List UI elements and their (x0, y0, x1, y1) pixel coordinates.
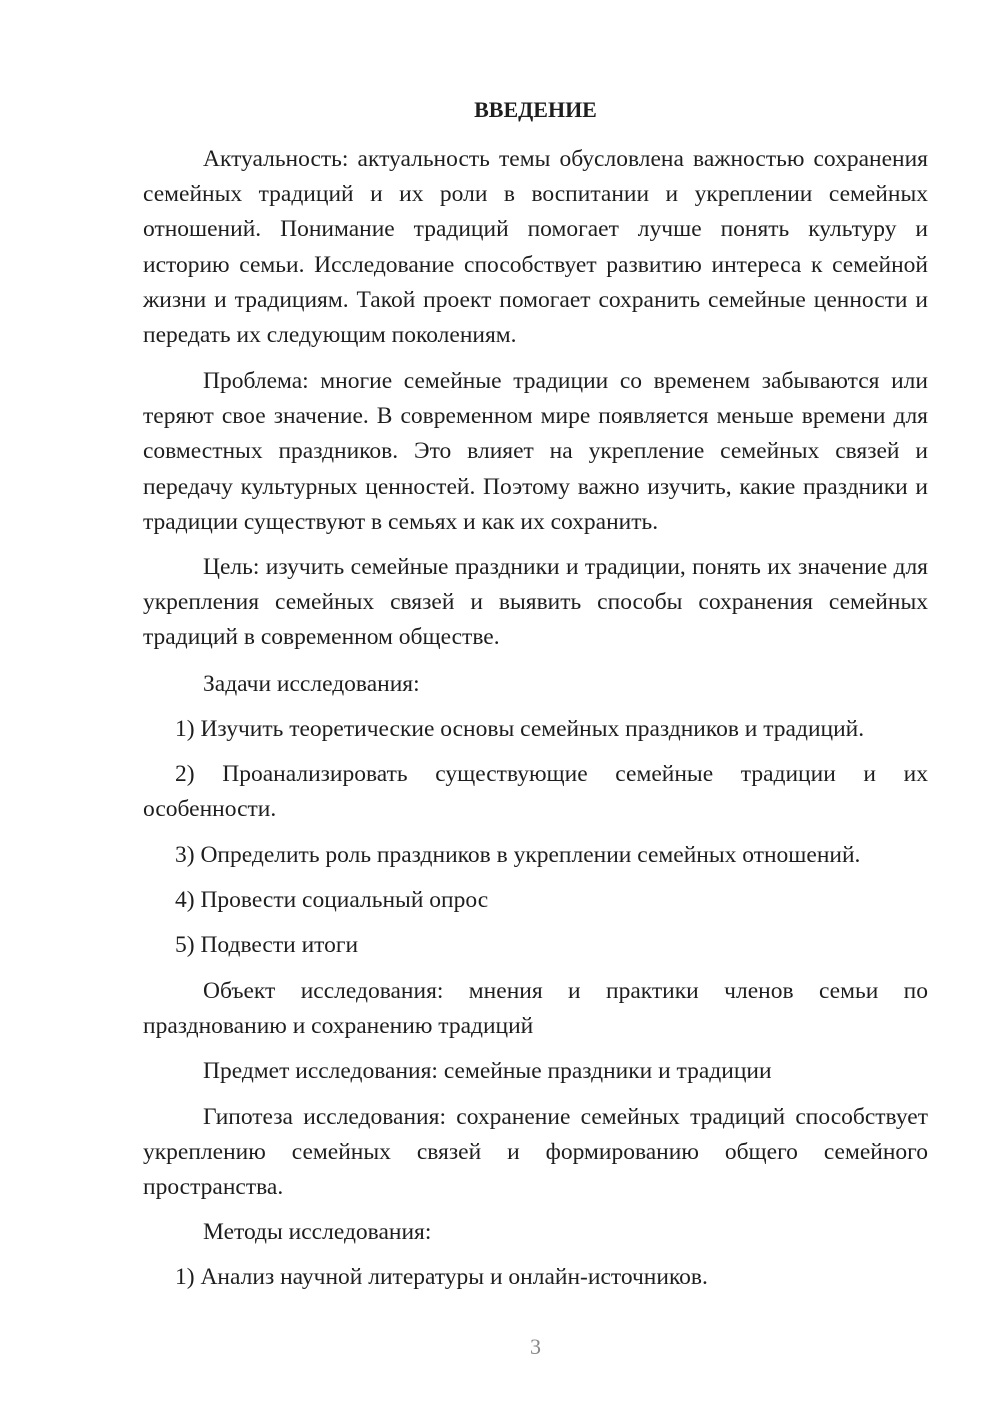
section-title: ВВЕДЕНИЕ (474, 97, 597, 122)
problem-paragraph: Проблема: многие семейные традиции со временем забываются или теряют свое значение. В современном мире появляется меньше времени для совместных праздников. Это влияет на укрепление семейных связей и передачу культурных ценностей. Поэтому важно изучить, какие праздники и традиции существуют в семьях и как их сохранить. (143, 368, 928, 535)
task-item-4: 4) Провести социальный опрос (175, 887, 489, 913)
task-item-5: 5) Подвести итоги (175, 932, 359, 958)
subject-paragraph: Предмет исследования: семейные праздники и традиции (203, 1058, 772, 1084)
object-paragraph: Объект исследования: мнения и практики членов семьи по празднованию и сохранению традиций (143, 978, 928, 1040)
page-number: 3 (530, 1334, 541, 1359)
tasks-heading: Задачи исследования: (203, 671, 420, 697)
methods-heading: Методы исследования: (203, 1219, 432, 1245)
relevance-paragraph: Актуальность: актуальность темы обусловлена важностью сохранения семейных традиций и их роли в воспитании и укреплении семейных отношений. Понимание традиций помогает лучше понять культуру и историю семьи. Исследование способствует развитию интереса к семейной жизни и традициям. Такой проект помогает сохранить семейные ценности и передать их следующим поколениям. (143, 146, 928, 349)
task-item-1: 1) Изучить теоретические основы семейных праздников и традиций. (175, 716, 865, 742)
hypothesis-paragraph: Гипотеза исследования: сохранение семейных традиций способствует укреплению семейных связей и формированию общего семейного пространства. (143, 1104, 928, 1201)
task-item-2: 2) Проанализировать существующие семейные традиции и их особенности. (143, 761, 928, 823)
goal-paragraph: Цель: изучить семейные праздники и традиции, понять их значение для укрепления семейных связей и выявить способы сохранения семейных традиций в современном обществе. (143, 554, 928, 651)
method-item-1: 1) Анализ научной литературы и онлайн-источников. (175, 1264, 708, 1290)
task-item-3: 3) Определить роль праздников в укреплении семейных отношений. (175, 842, 861, 868)
